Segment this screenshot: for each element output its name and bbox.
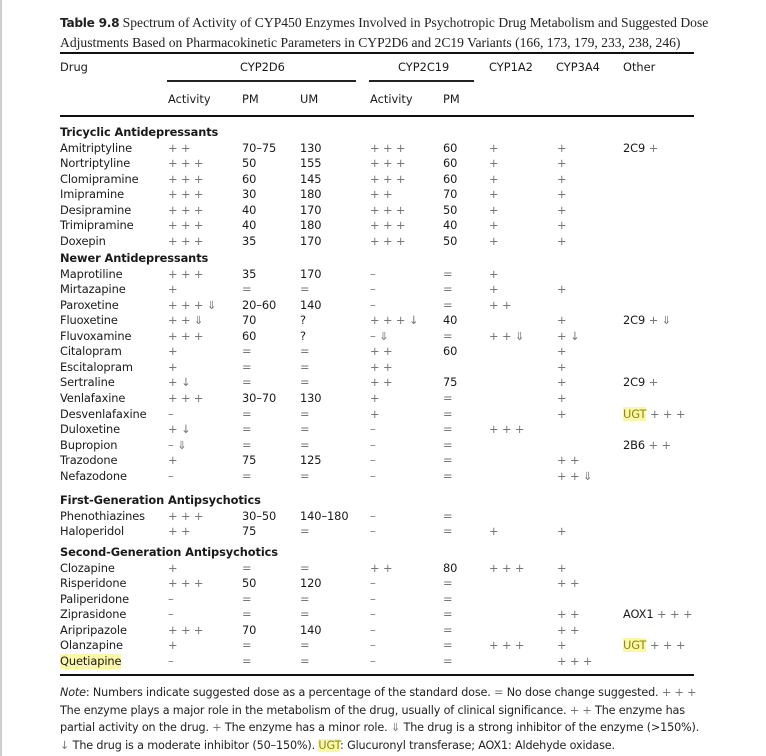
cell-cyp2c19-activity: + + + xyxy=(370,140,406,155)
drug-name: Paroxetine xyxy=(60,297,119,312)
drug-name: Nefazodone xyxy=(60,468,127,483)
drug-name: Nortriptyline xyxy=(60,156,131,171)
section-title: First-Generation Antipsychotics xyxy=(60,493,261,507)
cell-cyp2d6-pm: = xyxy=(242,422,252,437)
cell-cyp3a4: + xyxy=(557,202,567,217)
cell-cyp2c19-activity: + + + xyxy=(370,156,406,171)
drug-name: Bupropion xyxy=(60,437,118,452)
drug-name: Clozapine xyxy=(60,560,115,575)
cell-cyp1a2: + xyxy=(489,140,499,155)
drug-name: Imipramine xyxy=(60,187,125,202)
cell-cyp2d6-activity: + + + xyxy=(168,218,204,233)
cell-cyp2c19-pm: = xyxy=(443,638,453,653)
cell-cyp1a2: + xyxy=(489,524,499,539)
cell-cyp2c19-pm: = xyxy=(443,576,453,591)
header-cyp2c19-pm: PM xyxy=(443,92,460,106)
note-text: The drug is a moderate inhibitor (50–150%). xyxy=(69,738,319,752)
cell-cyp2d6-activity: + + + xyxy=(168,202,204,217)
cell-cyp2d6-pm: 30–70 xyxy=(242,390,277,405)
cell-cyp1a2: + xyxy=(489,187,499,202)
cell-cyp2d6-activity: + + xyxy=(168,140,191,155)
cyp2c19-span-rule xyxy=(369,80,474,82)
cell-cyp2c19-activity: – xyxy=(370,638,376,653)
table-top-rule xyxy=(60,52,694,54)
cell-cyp2c19-activity: + + xyxy=(370,560,393,575)
cell-cyp2c19-pm: = xyxy=(443,422,453,437)
cell-cyp2c19-pm: = xyxy=(443,591,453,606)
cell-cyp2d6-um: = xyxy=(300,468,310,483)
cell-cyp3a4: + xyxy=(557,375,567,390)
header-drug: Drug xyxy=(60,60,88,74)
note-symbol-equal: = xyxy=(494,686,504,699)
header-cyp2c19-activity: Activity xyxy=(370,92,413,106)
other-activity-symbol: + + + xyxy=(657,607,693,622)
drug-name: Haloperidol xyxy=(60,524,125,539)
cell-cyp2d6-um: 140 xyxy=(300,297,322,312)
cell-cyp3a4: + + ⇓ xyxy=(557,468,593,483)
note-text: : Numbers indicate suggested dose as a percentage of the standard dose. xyxy=(85,686,495,699)
cell-cyp2c19-pm: = xyxy=(443,468,453,483)
cell-cyp1a2: + xyxy=(489,202,499,217)
cell-cyp2d6-um: 170 xyxy=(300,233,322,248)
cell-cyp2c19-activity: + + xyxy=(370,344,393,359)
cell-cyp3a4: + + xyxy=(557,576,580,591)
cell-cyp2d6-activity: + + + xyxy=(168,576,204,591)
header-cyp2d6-activity: Activity xyxy=(168,92,211,106)
drug-name: Aripripazole xyxy=(60,622,127,637)
header-cyp2d6-pm: PM xyxy=(242,92,259,106)
drug-name: Mirtazapine xyxy=(60,282,126,297)
cell-cyp2c19-pm: 80 xyxy=(443,560,458,575)
cell-cyp2d6-um: = xyxy=(300,524,310,539)
note-symbol-moderate-inhibitor: ↓ xyxy=(60,738,70,752)
cell-other xyxy=(623,438,671,453)
cell-cyp2c19-pm: 50 xyxy=(443,202,458,217)
section-title: Second-Generation Antipsychotics xyxy=(60,545,278,559)
cell-cyp2c19-pm: 60 xyxy=(443,344,458,359)
cell-cyp2d6-um: 140 xyxy=(300,622,322,637)
cell-cyp2d6-pm: 70 xyxy=(242,313,257,328)
drug-name: Olanzapine xyxy=(60,638,123,653)
cell-cyp2d6-pm: = xyxy=(242,359,252,374)
note-symbol-partial: + + xyxy=(569,703,592,717)
cell-cyp2d6-um: = xyxy=(300,437,310,452)
cell-cyp2d6-um: ? xyxy=(300,328,306,343)
cell-cyp2d6-activity: – xyxy=(168,653,174,668)
cell-cyp2d6-activity: + + + xyxy=(168,156,204,171)
drug-name: Paliperidone xyxy=(60,591,129,606)
header-cyp3a4: CYP3A4 xyxy=(556,60,600,74)
drug-name: Quetiapine xyxy=(60,653,122,668)
drug-name: Doxepin xyxy=(60,233,106,248)
other-enzyme-label: 2C9 xyxy=(623,140,646,155)
cell-cyp2c19-activity: – xyxy=(370,524,376,539)
other-activity-symbol: + xyxy=(648,140,659,155)
cell-cyp2d6-activity: + + + xyxy=(168,171,204,186)
cell-cyp3a4: + xyxy=(557,187,567,202)
cell-cyp2c19-pm: 60 xyxy=(443,140,458,155)
cell-cyp2d6-activity: + + + xyxy=(168,233,204,248)
cell-cyp2d6-um: 145 xyxy=(300,171,322,186)
cell-cyp2c19-activity: + + + xyxy=(370,218,406,233)
cell-cyp2d6-activity: + xyxy=(168,560,178,575)
cell-cyp2d6-activity: + xyxy=(168,344,178,359)
other-enzyme-label: 2B6 xyxy=(623,437,646,452)
drug-name: Phenothiazines xyxy=(60,508,146,523)
drug-name: Fluvoxamine xyxy=(60,328,132,343)
cell-cyp2d6-activity: + ↓ xyxy=(168,422,191,437)
table-caption-text: Spectrum of Activity of CYP450 Enzymes Involved in Psychotropic Drug Metabolism and Suggested Dose Adjustments Based on Pharmacokinetic Parameters in CYP2D6 and 2C19 Variants (166, 173, 179, 233, 238, 246) xyxy=(60,15,709,50)
cell-cyp2d6-um: = xyxy=(300,359,310,374)
cell-cyp2c19-pm: = xyxy=(443,453,453,468)
cell-cyp2d6-pm: 50 xyxy=(242,576,257,591)
cell-cyp2d6-um: = xyxy=(300,375,310,390)
header-cyp2d6-um: UM xyxy=(300,92,319,106)
cell-cyp2d6-um: = xyxy=(300,560,310,575)
cell-cyp3a4: + xyxy=(557,218,567,233)
cell-cyp2c19-pm: 70 xyxy=(443,187,458,202)
note-symbol-strong-inhibitor: ⇓ xyxy=(390,721,401,734)
cell-cyp2d6-pm: 50 xyxy=(242,156,257,171)
drug-name: Maprotiline xyxy=(60,266,123,281)
cell-cyp2c19-activity: – xyxy=(370,468,376,483)
cell-cyp3a4: + xyxy=(557,359,567,374)
cell-cyp2d6-activity: + + + xyxy=(168,328,204,343)
note-text: No dose change suggested. xyxy=(503,686,662,699)
cell-cyp2d6-activity: – xyxy=(168,607,174,622)
cell-cyp2c19-activity: + + + xyxy=(370,233,406,248)
cell-cyp1a2: + + + xyxy=(489,422,525,437)
cell-cyp2c19-pm: 40 xyxy=(443,218,458,233)
cell-cyp3a4: + + xyxy=(557,622,580,637)
note-symbol-minor: + xyxy=(212,721,222,734)
cell-cyp2d6-um: = xyxy=(300,591,310,606)
note-label: Note xyxy=(60,686,86,699)
cell-cyp2c19-pm: = xyxy=(443,266,453,281)
cell-cyp2c19-activity: – xyxy=(370,607,376,622)
cell-cyp2c19-pm: = xyxy=(443,406,453,421)
cell-cyp3a4: + xyxy=(557,406,567,421)
other-activity-symbol: + + + xyxy=(649,638,686,653)
cell-cyp1a2: + xyxy=(489,171,499,186)
cell-cyp2d6-pm: 70–75 xyxy=(242,140,277,155)
cell-cyp2c19-activity: – xyxy=(370,266,376,281)
cell-cyp2d6-pm: = xyxy=(242,591,252,606)
cell-cyp2c19-pm: = xyxy=(443,607,453,622)
header-cyp1a2: CYP1A2 xyxy=(489,60,533,74)
cell-cyp2d6-activity: + xyxy=(168,359,178,374)
cell-cyp2c19-pm: = xyxy=(443,282,453,297)
drug-name: Trimipramine xyxy=(60,218,134,233)
cell-cyp2d6-activity: + + ⇓ xyxy=(168,313,204,328)
cell-cyp2c19-pm: = xyxy=(443,437,453,452)
cell-cyp2c19-activity: + + + ↓ xyxy=(370,313,419,328)
cell-cyp1a2: + xyxy=(489,218,499,233)
drug-name: Duloxetine xyxy=(60,422,121,437)
other-activity-symbol: + xyxy=(648,375,659,390)
cell-cyp2d6-pm: 75 xyxy=(242,524,257,539)
cell-cyp2d6-um: = xyxy=(300,282,310,297)
drug-name: Sertraline xyxy=(60,375,115,390)
cell-cyp2d6-pm: = xyxy=(242,468,252,483)
drug-name: Desvenlafaxine xyxy=(60,406,147,421)
cell-cyp2d6-um: 130 xyxy=(300,140,322,155)
cell-cyp1a2: + + ⇓ xyxy=(489,328,525,343)
cell-cyp2d6-pm: 60 xyxy=(242,328,257,343)
cell-cyp2d6-um: = xyxy=(300,638,310,653)
cell-cyp2d6-pm: 60 xyxy=(242,171,257,186)
cell-cyp2c19-pm: = xyxy=(443,328,453,343)
other-activity-symbol: + ⇓ xyxy=(648,313,672,328)
cell-cyp2d6-activity: + ↓ xyxy=(168,375,191,390)
cell-cyp1a2: + xyxy=(489,282,499,297)
other-activity-symbol: + + xyxy=(648,437,671,452)
cell-other xyxy=(623,607,692,622)
cell-cyp1a2: + xyxy=(489,233,499,248)
cell-cyp2c19-pm: = xyxy=(443,524,453,539)
cell-cyp2d6-activity: + xyxy=(168,638,178,653)
cell-cyp2d6-um: 125 xyxy=(300,453,322,468)
drug-name: Venlafaxine xyxy=(60,390,126,405)
cell-cyp2d6-pm: = xyxy=(242,375,252,390)
cell-cyp2d6-activity: – ⇓ xyxy=(168,437,187,452)
cell-cyp2d6-activity: + + xyxy=(168,524,191,539)
cell-cyp2d6-pm: 30–50 xyxy=(242,508,277,523)
cell-cyp2c19-activity: – xyxy=(370,591,376,606)
cell-cyp2d6-activity: + xyxy=(168,453,178,468)
cell-cyp3a4: + xyxy=(557,344,567,359)
cell-cyp2d6-pm: = xyxy=(242,607,252,622)
cell-cyp2d6-pm: = xyxy=(242,560,252,575)
cell-cyp2d6-um: 170 xyxy=(300,202,322,217)
cell-cyp2d6-um: = xyxy=(300,653,310,668)
cell-cyp3a4: + + xyxy=(557,453,580,468)
cell-cyp2d6-activity: + + + ⇓ xyxy=(168,297,217,312)
cell-cyp2d6-pm: 30 xyxy=(242,187,257,202)
cell-cyp2d6-um: 130 xyxy=(300,390,322,405)
cell-cyp2c19-activity: + + + xyxy=(370,171,406,186)
drug-name: Escitalopram xyxy=(60,359,133,374)
cell-cyp2c19-activity: – xyxy=(370,297,376,312)
cell-cyp3a4: + xyxy=(557,156,567,171)
table-caption xyxy=(60,13,740,52)
cell-cyp2d6-activity: + + + xyxy=(168,508,204,523)
cell-cyp2c19-activity: – xyxy=(370,576,376,591)
page-left-border xyxy=(0,0,2,756)
drug-name: Desipramine xyxy=(60,202,132,217)
cell-cyp2d6-activity: – xyxy=(168,406,174,421)
cell-cyp3a4: + xyxy=(557,233,567,248)
cell-cyp2c19-activity: + + xyxy=(370,359,393,374)
cell-cyp2c19-pm: = xyxy=(443,297,453,312)
cell-cyp2d6-activity: + + + xyxy=(168,187,204,202)
cell-cyp2c19-pm: 60 xyxy=(443,156,458,171)
cell-other xyxy=(623,638,685,653)
cell-cyp2c19-pm: 60 xyxy=(443,171,458,186)
drug-name: Amitriptyline xyxy=(60,140,133,155)
cell-cyp2c19-activity: – xyxy=(370,422,376,437)
cell-cyp2d6-pm: = xyxy=(242,344,252,359)
cell-cyp3a4: + xyxy=(557,638,567,653)
cell-cyp2c19-activity: + + xyxy=(370,375,393,390)
cell-cyp2d6-pm: 40 xyxy=(242,218,257,233)
section-title: Tricyclic Antidepressants xyxy=(60,125,219,139)
cell-cyp2d6-pm: 40 xyxy=(242,202,257,217)
section-title: Newer Antidepressants xyxy=(60,251,209,265)
cell-cyp2c19-pm: = xyxy=(443,508,453,523)
cell-cyp2d6-activity: – xyxy=(168,468,174,483)
cell-cyp2d6-pm: = xyxy=(242,638,252,653)
cell-cyp2c19-pm: = xyxy=(443,653,453,668)
cell-cyp3a4: + xyxy=(557,140,567,155)
cell-cyp2d6-activity: + xyxy=(168,282,178,297)
other-enzyme-label: 2C9 xyxy=(623,375,646,390)
cell-cyp3a4: + ↓ xyxy=(557,328,580,343)
cell-cyp2d6-um: 120 xyxy=(300,576,322,591)
cell-cyp3a4: + + + xyxy=(557,653,593,668)
note-text: : Glucuronyl transferase; AOX1: Aldehyde oxidase. xyxy=(340,738,615,752)
note-symbol-major: + + + xyxy=(661,686,697,699)
cell-cyp2c19-pm: 40 xyxy=(443,313,458,328)
cell-cyp2c19-pm: 75 xyxy=(443,375,458,390)
cell-cyp2c19-activity: + xyxy=(370,390,380,405)
cell-cyp2c19-activity: – xyxy=(370,508,376,523)
cell-cyp3a4: + xyxy=(557,390,567,405)
note-text: The enzyme has a minor role. xyxy=(221,721,391,734)
ugt-label: UGT xyxy=(623,406,647,421)
cell-cyp2d6-pm: 70 xyxy=(242,622,257,637)
cell-cyp2c19-activity: – ⇓ xyxy=(370,328,389,343)
cell-cyp3a4: + xyxy=(557,313,567,328)
cell-cyp2d6-activity: + + + xyxy=(168,266,204,281)
cell-cyp2c19-activity: + + xyxy=(370,187,393,202)
cell-cyp1a2: + + + xyxy=(489,560,525,575)
cell-cyp2d6-um: 140–180 xyxy=(300,508,349,523)
cell-cyp2d6-um: = xyxy=(300,607,310,622)
cell-cyp2c19-activity: – xyxy=(370,453,376,468)
cell-cyp3a4: + + xyxy=(557,607,580,622)
cell-cyp2d6-um: 170 xyxy=(300,266,322,281)
cell-cyp2d6-pm: = xyxy=(242,437,252,452)
header-cyp2c19: CYP2C19 xyxy=(398,60,450,74)
cell-cyp2c19-pm: 50 xyxy=(443,233,458,248)
other-activity-symbol: + + + xyxy=(649,406,686,421)
other-enzyme-label: 2C9 xyxy=(623,313,646,328)
cell-other xyxy=(623,375,658,390)
cell-cyp2c19-pm: = xyxy=(443,390,453,405)
cell-cyp2d6-um: = xyxy=(300,406,310,421)
cell-cyp1a2: + xyxy=(489,266,499,281)
cell-cyp2d6-activity: – xyxy=(168,591,174,606)
cell-cyp2c19-activity: – xyxy=(370,622,376,637)
cell-cyp2d6-pm: = xyxy=(242,653,252,668)
cell-cyp2c19-activity: – xyxy=(370,653,376,668)
cell-cyp2d6-um: 180 xyxy=(300,218,322,233)
cell-cyp2d6-um: 180 xyxy=(300,187,322,202)
header-bottom-rule xyxy=(60,115,694,117)
note-ugt-abbrev: UGT xyxy=(318,738,341,752)
note-text: The enzyme plays a major role in the metabolism of the drug, usually of clinical significance. xyxy=(60,703,570,717)
drug-name: Risperidone xyxy=(60,576,127,591)
drug-name: Fluoxetine xyxy=(60,313,118,328)
cell-cyp2d6-pm: 35 xyxy=(242,233,257,248)
cell-cyp2d6-um: = xyxy=(300,344,310,359)
drug-name: Clomipramine xyxy=(60,171,139,186)
cell-other xyxy=(623,407,685,422)
cell-cyp1a2: + xyxy=(489,156,499,171)
cell-cyp2c19-pm: = xyxy=(443,622,453,637)
cell-cyp2d6-pm: 35 xyxy=(242,266,257,281)
cell-cyp2d6-um: = xyxy=(300,422,310,437)
ugt-label: UGT xyxy=(623,638,647,653)
cell-cyp3a4: + xyxy=(557,560,567,575)
cyp2d6-span-rule xyxy=(167,80,356,82)
header-other: Other xyxy=(623,60,656,74)
cell-cyp2d6-pm: 75 xyxy=(242,453,257,468)
table-note xyxy=(60,684,700,754)
cell-cyp3a4: + xyxy=(557,282,567,297)
note-text: The drug is a strong inhibitor of the enzyme (>150%). xyxy=(400,721,700,734)
table-bottom-rule xyxy=(60,674,694,676)
cell-cyp2d6-activity: + + + xyxy=(168,390,204,405)
drug-name: Ziprasidone xyxy=(60,607,127,622)
cell-other xyxy=(623,313,671,328)
cell-cyp2c19-activity: + + + xyxy=(370,202,406,217)
header-cyp2d6: CYP2D6 xyxy=(240,60,285,74)
cell-other xyxy=(623,141,658,156)
cell-cyp2c19-activity: – xyxy=(370,437,376,452)
cell-cyp2d6-um: ? xyxy=(300,313,306,328)
cell-cyp2d6-pm: = xyxy=(242,406,252,421)
note-text: The enzyme has partial activity on the drug. xyxy=(60,703,685,734)
cell-cyp2c19-activity: + xyxy=(370,406,380,421)
cell-cyp1a2: + + + xyxy=(489,638,525,653)
drug-name: Trazodone xyxy=(60,453,118,468)
cell-cyp2d6-pm: 20–60 xyxy=(242,297,277,312)
cell-cyp3a4: + xyxy=(557,524,567,539)
cell-cyp2c19-activity: – xyxy=(370,282,376,297)
cell-cyp2d6-um: 155 xyxy=(300,156,322,171)
cell-cyp1a2: + + xyxy=(489,297,512,312)
table-label: Table 9.8 xyxy=(60,16,120,30)
cell-cyp2d6-activity: + + + xyxy=(168,622,204,637)
drug-name: Citalopram xyxy=(60,344,122,359)
other-enzyme-label: AOX1 xyxy=(623,607,654,622)
cell-cyp3a4: + xyxy=(557,171,567,186)
cell-cyp2d6-pm: = xyxy=(242,282,252,297)
